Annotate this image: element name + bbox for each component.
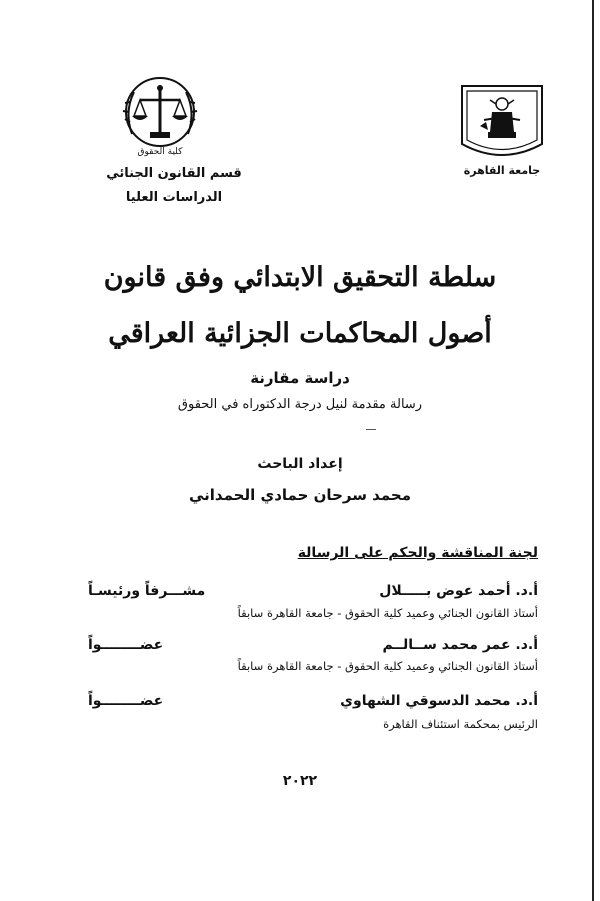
committee-member-name: أ.د. أحمد عوض بـــــلال [379, 583, 538, 599]
committee-member-role: مشـــرفاً ورئيسـاً [88, 583, 206, 599]
researcher-name: محمد سرحان حمادي الحمداني [188, 486, 411, 504]
graduate-studies-label: الدراسات العليا [125, 190, 223, 205]
thesis-title-line-2: أصول المحاكمات الجزائية العراقي [108, 318, 492, 349]
committee-member-role: عضــــــــواً [88, 637, 164, 653]
thesis-title-line-1: سلطة التحقيق الابتدائي وفق قانون [103, 262, 497, 293]
divider-mark [366, 429, 376, 430]
study-type: دراسة مقارنة [250, 369, 350, 387]
committee-member-name: أ.د. عمر محمد ســالــم [382, 637, 538, 653]
scan-edge-line [592, 0, 594, 901]
committee-member-description: الرئيس بمحكمة استئناف القاهرة [383, 717, 538, 731]
svg-text:جامعة القاهرة: جامعة القاهرة [463, 164, 541, 177]
committee-member-name: أ.د. محمد الدسوقي الشهاوي [340, 693, 538, 709]
thesis-purpose: رسالة مقدمة لنيل درجة الدكتوراه في الحقوق [177, 397, 423, 412]
department-name: قسم القانون الجنائي [106, 166, 242, 181]
committee-member-description: أستاذ القانون الجنائي وعميد كلية الحقوق - جامعة القاهرة سابقاً [237, 606, 538, 620]
committee-member-description: أستاذ القانون الجنائي وعميد كلية الحقوق - جامعة القاهرة سابقاً [237, 659, 538, 673]
scales-of-justice-logo-icon [110, 72, 210, 158]
committee-heading: لجنة المناقشة والحكم على الرسالة [297, 545, 538, 561]
prepared-by-label: إعداد الباحث [257, 456, 343, 472]
svg-text:كلية الحقوق: كلية الحقوق [137, 147, 183, 157]
cairo-university-logo-icon [456, 82, 548, 180]
publication-year: ٢٠٢٢ [282, 773, 318, 789]
committee-member-role: عضــــــــواً [88, 693, 164, 709]
